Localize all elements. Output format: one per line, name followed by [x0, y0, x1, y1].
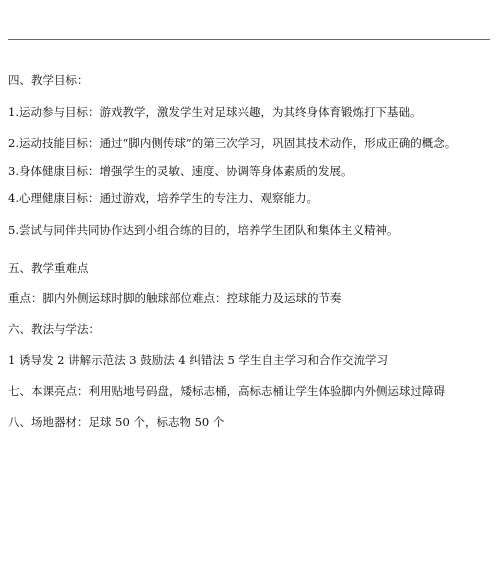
goal-item-3: 3.身体健康目标：增强学生的灵敏、速度、协调等身体素质的发展。 — [8, 164, 353, 178]
goal-item-4: 4.心理健康目标：通过游戏，培养学生的专注力、观察能力。 — [8, 191, 318, 205]
key-points-text: 重点：脚内外侧运球时脚的触球部位难点：控球能力及运球的节奏 — [8, 291, 342, 305]
section4-heading: 四、教学目标： — [8, 73, 89, 87]
section6-heading: 六、教法与学法： — [8, 322, 100, 336]
goal-item-2: 2.运动技能目标：通过“脚内侧传球”的第三次学习，巩固其技术动作，形成正确的概念。 — [8, 136, 457, 150]
goal-item-1: 1.运动参与目标：游戏教学，激发学生对足球兴趣，为其终身体育锻炼打下基础。 — [8, 105, 422, 119]
equipment-text: 八、场地器材：足球 50 个，标志物 50 个 — [8, 415, 225, 429]
section5-heading: 五、教学重难点 — [8, 261, 89, 275]
methods-text: 1 诱导发 2 讲解示范法 3 鼓励法 4 纠错法 5 学生自主学习和合作交流学习 — [8, 353, 388, 367]
highlights-text: 七、本课亮点：利用贴地号码盘，矮标志桶，高标志桶让学生体验脚内外侧运球过障碍 — [8, 384, 445, 398]
header-rule — [8, 39, 490, 40]
goal-item-5: 5.尝试与同伴共同协作达到小组合练的目的，培养学生团队和集体主义精神。 — [8, 223, 399, 237]
